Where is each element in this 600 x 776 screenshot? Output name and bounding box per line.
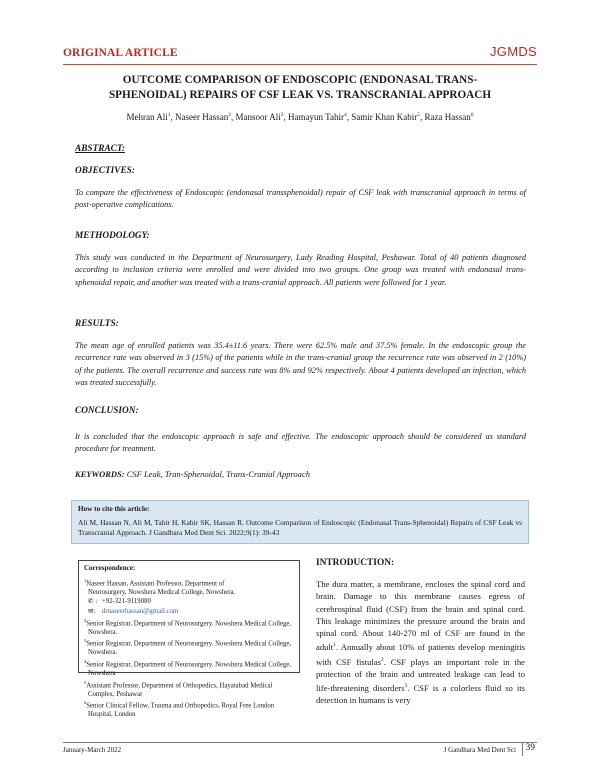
methodology-heading: METHODOLOGY: bbox=[75, 231, 150, 241]
author-name: Mehran Ali bbox=[126, 112, 168, 122]
journal-abbr: JGMDS bbox=[490, 44, 537, 59]
citation-text: Ali M, Hassan N, Ali M, Tahir H, Kabir SK, Hassan R. Outcome Comparison of Endoscopic (Endonasal Trans-Sphenoidal) Repairs of CSF Leak vs Transcranial Approach. J Gandhara Med Dent Sci. 2022;9(1): 39-43 bbox=[78, 518, 522, 537]
author-aff: 3 bbox=[280, 112, 284, 118]
citation-title: How to cite this article: bbox=[78, 505, 150, 513]
introduction-text: The dura matter, a membrane, encloses the spinal cord and brain. Damage to this membrane causes egress of cerebrospinal fluid (CSF) from the brain and spinal cord. This leakage minimizes the pressure around the brain and spinal cord. About 140-270 ml of CSF are found in the adult$^1$. Annually about 10% of patients develop meningitis with CSF fistulas$^2$. CSF plays an important role in the protection of the brain and untreated leakage can lead to life-threatening disorders$^3$. CSF is a colorless fluid so its detection in humans is very bbox=[316, 579, 525, 706]
footer-journal: J Gandhara Med Dent Sci bbox=[443, 746, 516, 754]
author-list: Mehran Ali$^1$, Naseer Hassan$^2$, Mansoor Ali$^3$, Hamayun Tahir$^4$, Samir Khan Kabir$^5$, Raza Hassan$^6$ bbox=[126, 112, 474, 122]
keywords bbox=[75, 469, 526, 479]
correspondence-institution: Neurosurgery, Nowshera Medical College, Nowshera. bbox=[88, 588, 236, 596]
author-aff: 1 bbox=[167, 112, 171, 118]
correspondence-phone bbox=[84, 597, 294, 607]
mail-icon: ✉: bbox=[88, 607, 96, 616]
page-number: 39 bbox=[522, 743, 536, 756]
footnote-item: $^5$Assistant Professor, Department of Orthopedics, Hayatabad Medical Complex, Peshawar bbox=[84, 679, 273, 698]
results-text: The mean age of enrolled patients was 35.4±11.6 years. There were 62.5% male and 37.5% female. In the endoscopic group the recurrence rate was observed in 3 (15%) of the patients while in the trans-cranial group the recurrence rate was observed in 2 (10%) of the patients. The overall recurrence and success rate was 8% and 92% respectively. About 4 patients developed an infection, which was treated successfully. bbox=[75, 341, 526, 387]
phone-icon: ✆ : bbox=[88, 597, 98, 606]
footer-issue: January-March 2022 bbox=[63, 746, 122, 754]
section-label: ORIGINAL ARTICLE bbox=[63, 47, 178, 59]
footnote-item: $^6$Senior Clinical Fellow, Trauma and Orthopedics, Royal Free London Hospital, London bbox=[84, 700, 275, 719]
author-aff: 5 bbox=[417, 112, 420, 118]
keywords-label: KEYWORDS: bbox=[75, 469, 125, 479]
objectives-text: To compare the effectiveness of Endoscopic (endonasal transsphenoidal) repair of CSF leak with transcranial approach in terms of post-operative complications. bbox=[75, 188, 526, 210]
article-title bbox=[70, 73, 530, 103]
footnote-item: $^4$Senior Registrar, Department of Neurosurgery. Nowshera Medical College, Nowshera bbox=[84, 659, 292, 678]
title-line-2: SPHENOIDAL) REPAIRS OF CSF LEAK VS. TRANSCRANIAL APPROACH bbox=[108, 89, 492, 101]
results-heading: RESULTS: bbox=[75, 319, 119, 329]
correspondence-box bbox=[78, 560, 300, 719]
footer-rule bbox=[63, 742, 537, 743]
objectives-heading: OBJECTIVES: bbox=[75, 166, 135, 176]
author-name: Hamayun Tahir bbox=[288, 112, 344, 122]
header-rule bbox=[63, 64, 537, 65]
conclusion-text: It is concluded that the endoscopic approach is safe and effective. The endoscopic approach should be considered as standard procedure for treatment. bbox=[75, 432, 526, 454]
title-line-1: OUTCOME COMPARISON OF ENDOSCOPIC (ENDONASAL TRANS- bbox=[122, 74, 478, 86]
correspondence-title: Correspondence: bbox=[84, 564, 136, 572]
author-name: Naseer Hassan bbox=[175, 112, 229, 122]
author-name: Samir Khan Kabir bbox=[351, 112, 418, 122]
citation-box bbox=[71, 500, 529, 544]
footnote-item: $^2$Senior Registrar, Department of Neurosurgery. Nowshera Medical College, Nowshera. bbox=[84, 617, 292, 636]
introduction-heading: INTRODUCTION: bbox=[316, 558, 395, 568]
correspondence-email bbox=[84, 607, 294, 617]
keywords-text: CSF Leak, Tran-Sphenoidal, Trans-Cranial Approach bbox=[126, 469, 310, 479]
email-link[interactable]: drnaseerhassan@gmail.com bbox=[102, 608, 179, 616]
methodology-text: This study was conducted in the Department of Neurosurgery, Lady Reading Hospital, Peshawar. Total of 40 patients diagnosed according to inclusion criteria were enrolled and were divided into two groups. One group was treated with endonasal trans-sphenoidal repair, and another was treated with a trans-cranial approach. All patients were followed for 1 year. bbox=[75, 253, 526, 287]
author-name: Raza Hassan bbox=[424, 112, 471, 122]
conclusion-heading: CONCLUSION: bbox=[75, 406, 139, 416]
footnote-item: $^3$Senior Registrar, Department of Neurosurgery. Nowshera Medical College, Nowshera. bbox=[84, 638, 292, 657]
author-aff: 6 bbox=[470, 112, 474, 118]
abstract-heading: ABSTRACT: bbox=[75, 144, 125, 154]
author-name: Mansoor Ali bbox=[235, 112, 281, 122]
correspondence-author: $^1$Naseer Hassan, Assistant Professor, Department of bbox=[84, 577, 225, 587]
author-aff: 2 bbox=[228, 112, 232, 118]
phone-number: +92-321-9119080 bbox=[102, 598, 151, 606]
author-aff: 4 bbox=[343, 112, 347, 118]
